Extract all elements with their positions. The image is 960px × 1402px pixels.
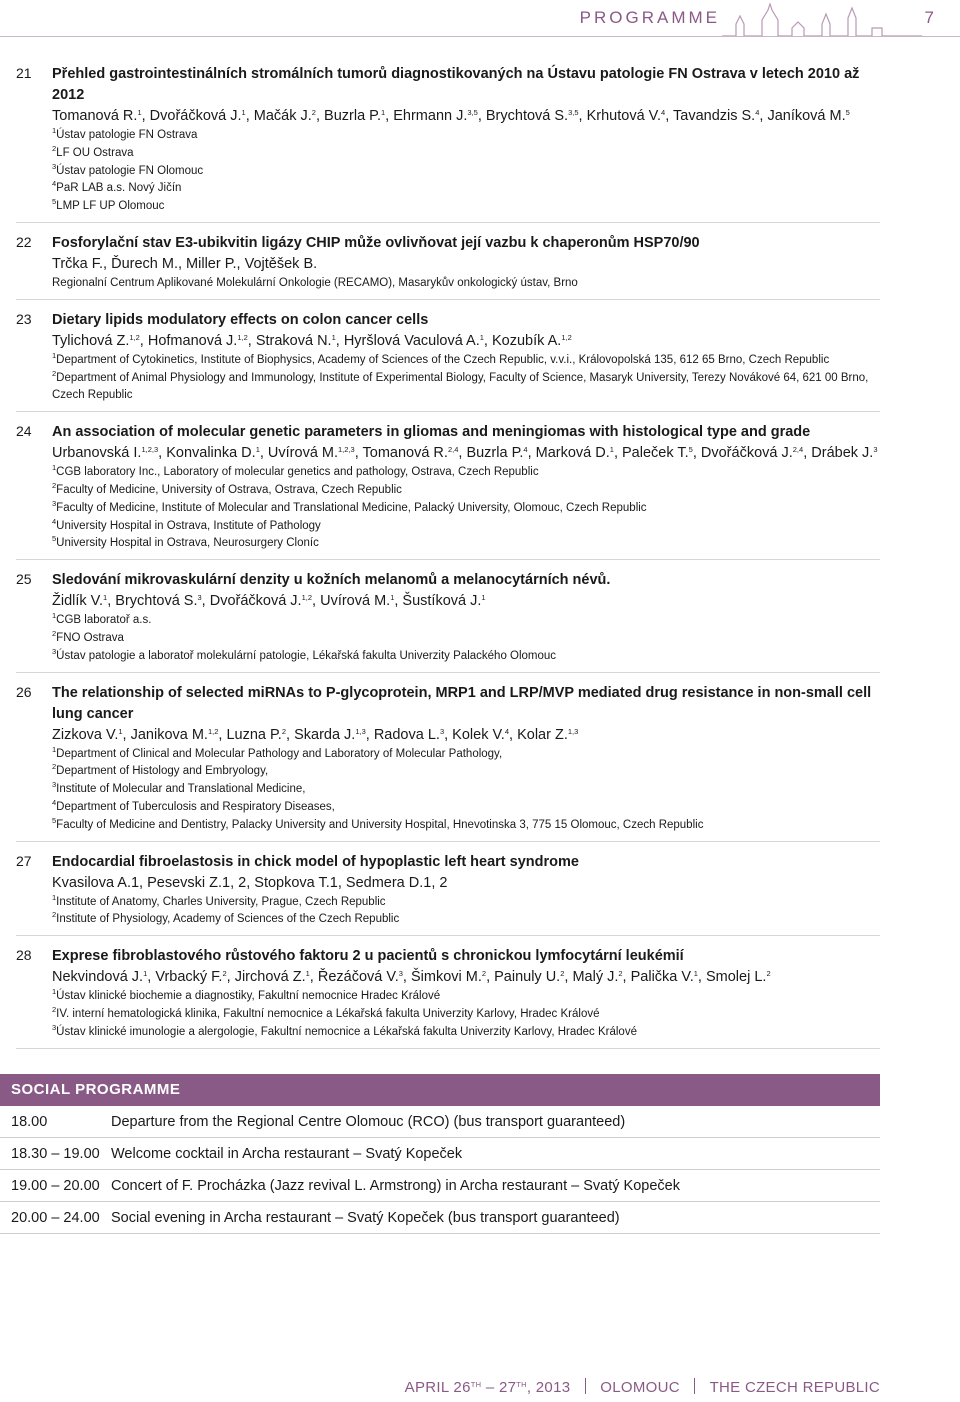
author-name: Jirchová Z. bbox=[234, 969, 306, 986]
footer-year: , 2013 bbox=[526, 1379, 571, 1396]
entry-number: 26 bbox=[16, 683, 32, 700]
author-affiliation-ref: 1,2,3 bbox=[141, 445, 159, 455]
author-name: Painuly U. bbox=[494, 969, 561, 986]
author-name: Dvořáčková J. bbox=[149, 108, 242, 124]
author-affiliation-ref: 5 bbox=[845, 108, 850, 117]
author-name: Dvořáčková J. bbox=[209, 593, 302, 610]
footer-date-end: 27 bbox=[498, 1379, 517, 1396]
affiliation-line bbox=[52, 648, 880, 666]
author-name: Krhutová V. bbox=[586, 108, 662, 124]
section-title: PROGRAMME bbox=[579, 8, 720, 27]
abstract-entry bbox=[16, 570, 880, 672]
abstract-entry bbox=[16, 64, 880, 223]
affiliation-number: 2 bbox=[52, 480, 57, 490]
abstract-entry bbox=[16, 946, 880, 1048]
affiliation-text: Regionalní Centrum Aplikované Molekulární Onkologie (RECAMO), Masarykův onkologický ústav, Brno bbox=[52, 276, 578, 289]
event-time: 18.30 – 19.00 bbox=[11, 1145, 100, 1162]
olomouc-skyline-icon bbox=[722, 2, 922, 38]
entry-number: 24 bbox=[16, 423, 32, 440]
affiliation-line bbox=[52, 894, 880, 912]
author-affiliation-ref: 3 bbox=[398, 969, 403, 979]
author-name: Kolar Z. bbox=[517, 726, 568, 743]
entry-authors: Zizkova V.$^1$, Janikova M.$^{1,2}$, Luzna P.$^2$, Skarda J.$^{1,3}$, Radova L.$^3$, Kolek V.$^4$, Kolar Z.$^{1,3}$ bbox=[52, 726, 579, 743]
author-affiliation-ref: 2 bbox=[481, 969, 487, 979]
author-affiliation-ref: 1 bbox=[481, 593, 486, 603]
affiliation-text: CGB laboratoř a.s. bbox=[56, 614, 152, 627]
affiliation-line bbox=[52, 275, 880, 293]
author-name: Hofmanová J. bbox=[147, 332, 238, 349]
author-name: Marková D. bbox=[535, 445, 610, 462]
entry-title: Endocardial fibroelastosis in chick model of hypoplastic left heart syndrome bbox=[52, 853, 579, 870]
author-name: Skarda J. bbox=[294, 726, 356, 743]
affiliation-text: FNO Ostrava bbox=[56, 631, 124, 644]
affiliation-text: Faculty of Medicine and Dentistry, Palacky University and University Hospital, Hnevotinska 3, 775 15 Olomouc, Czech Republic bbox=[56, 818, 704, 831]
author-affiliation-ref: 1 bbox=[241, 108, 246, 117]
entry-authors: Tylichová Z.$^{1,2}$, Hofmanová J.$^{1,2}$, Straková N.$^1$, Hyršlová Vaculová A.$^1$, Kozubík A.$^{1,2}$ bbox=[52, 332, 572, 349]
entry-affiliations bbox=[52, 746, 880, 835]
affiliation-number: 2 bbox=[52, 910, 57, 920]
affiliation-text: Institute of Physiology, Academy of Sciences of the Czech Republic bbox=[56, 913, 400, 926]
affiliation-line bbox=[52, 518, 880, 536]
author-name: Miller P. bbox=[186, 255, 237, 272]
author-name: Vojtěšek B. bbox=[244, 255, 318, 272]
abstract-entry bbox=[16, 233, 880, 300]
affiliation-number: 2 bbox=[52, 1004, 57, 1014]
entry-affiliations bbox=[52, 988, 880, 1041]
author-name: Hyršlová Vaculová A. bbox=[343, 332, 480, 349]
affiliation-text: Ústav patologie a laboratoř molekulární patologie, Lékařská fakulta Univerzity Palackého Olomouc bbox=[56, 649, 557, 662]
affiliation-text: Faculty of Medicine, Institute of Molecular and Translational Medicine, Palacký University, Olomouc, Czech Republic bbox=[56, 501, 647, 514]
affiliation-number: 5 bbox=[52, 534, 57, 544]
author-name: Nekvindová J. bbox=[52, 969, 144, 986]
affiliation-text: Department of Animal Physiology and Immunology, Institute of Experimental Biology, Faculty of Science, Masaryk University, Terezy Novákové 64, 621 00 Brno, Czech Republic bbox=[52, 371, 869, 402]
author-name: Radova L. bbox=[373, 726, 440, 743]
entry-affiliations bbox=[52, 612, 880, 665]
author-affiliation-ref: 1,3 bbox=[355, 726, 366, 736]
author-affiliation-ref: 2 bbox=[766, 969, 771, 979]
authors-text: Kvasilova A.1, Pesevski Z.1, 2, Stopkova T.1, Sedmera D.1, 2 bbox=[52, 874, 448, 891]
affiliation-text: Department of Cytokinetics, Institute of Biophysics, Academy of Sciences of the Czech Republic, v.v.i., Královopolská 135, 612 65 Brno, Czech Republic bbox=[56, 353, 830, 366]
author-name: Tylichová Z. bbox=[52, 332, 130, 349]
abstract-entry bbox=[16, 310, 880, 412]
author-name: Drábek J. bbox=[811, 445, 874, 462]
author-name: Malý J. bbox=[572, 969, 619, 986]
author-affiliation-ref: 1,2 bbox=[561, 332, 572, 342]
footer-separator bbox=[694, 1378, 695, 1394]
affiliation-number: 3 bbox=[52, 780, 57, 790]
author-affiliation-ref: 1 bbox=[305, 969, 310, 979]
affiliation-line bbox=[52, 781, 880, 799]
affiliation-number: 1 bbox=[52, 463, 57, 473]
author-name: Buzrla P. bbox=[324, 108, 381, 124]
author-affiliation-ref: 3 bbox=[439, 726, 445, 736]
author-name: Brychtová S. bbox=[115, 593, 198, 610]
affiliation-number: 4 bbox=[52, 516, 57, 526]
author-name: Janíková M. bbox=[767, 108, 846, 124]
entry-number: 25 bbox=[16, 571, 32, 588]
event-time: 18.00 bbox=[11, 1113, 48, 1130]
entry-authors: Židlík V.$^1$, Brychtová S.$^3$, Dvořáčková J.$^{1,2}$, Uvírová M.$^1$, Šustíková J.$^1$ bbox=[52, 593, 486, 610]
affiliation-line bbox=[52, 145, 880, 163]
author-name: Smolej L. bbox=[705, 969, 767, 986]
entry-number: 22 bbox=[16, 233, 32, 250]
event-description: Social evening in Archa restaurant – Svatý Kopeček (bus transport guaranteed) bbox=[111, 1209, 620, 1226]
affiliation-line bbox=[52, 630, 880, 648]
affiliation-line bbox=[52, 763, 880, 781]
entry-number: 21 bbox=[16, 65, 32, 81]
author-name: Ehrmann J. bbox=[393, 108, 468, 124]
affiliation-number: 5 bbox=[52, 197, 57, 207]
event-description: Welcome cocktail in Archa restaurant – Svatý Kopeček bbox=[111, 1145, 463, 1162]
author-affiliation-ref: 2 bbox=[222, 969, 227, 979]
author-affiliation-ref: 2 bbox=[560, 969, 565, 979]
footer-country: THE CZECH REPUBLIC bbox=[709, 1379, 880, 1396]
author-name: Paleček T. bbox=[622, 445, 689, 462]
footer-dash: – bbox=[485, 1379, 499, 1396]
affiliation-line bbox=[52, 464, 880, 482]
abstract-entry bbox=[16, 422, 880, 560]
affiliation-text: CGB laboratory Inc., Laboratory of molecular genetics and pathology, Ostrava, Czech Republic bbox=[56, 466, 539, 479]
affiliation-text: University Hospital in Ostrava, Institute of Pathology bbox=[56, 519, 321, 532]
author-affiliation-ref: 1 bbox=[137, 108, 142, 117]
affiliation-number: 5 bbox=[52, 815, 57, 825]
author-name: Brychtová S. bbox=[485, 108, 569, 124]
author-name: Konvalinka D. bbox=[166, 445, 256, 462]
affiliation-text: Ústav klinické biochemie a diagnostiky, Fakultní nemocnice Hradec Králové bbox=[56, 990, 441, 1003]
affiliation-number: 2 bbox=[52, 628, 57, 638]
footer-city: OLOMOUC bbox=[600, 1379, 680, 1396]
author-affiliation-ref: 3 bbox=[197, 593, 202, 603]
author-name: Trčka F. bbox=[52, 255, 104, 272]
footer-date-start: APRIL 26 bbox=[404, 1379, 471, 1396]
entry-title: An association of molecular genetic parameters in gliomas and meningiomas with histological type and grade bbox=[52, 424, 811, 441]
author-affiliation-ref: 2,4 bbox=[447, 445, 459, 455]
author-name: Ďurech M. bbox=[111, 255, 178, 272]
author-name: Řezáčová V. bbox=[317, 969, 399, 986]
author-name: Urbanovská I. bbox=[52, 445, 142, 462]
affiliation-number: 1 bbox=[52, 892, 57, 902]
entry-number: 28 bbox=[16, 947, 32, 964]
author-name: Tomanová R. bbox=[52, 108, 138, 124]
affiliation-line bbox=[52, 988, 880, 1006]
affiliation-line bbox=[52, 127, 880, 145]
author-affiliation-ref: 1 bbox=[143, 969, 148, 979]
social-programme-row bbox=[0, 1170, 880, 1202]
author-affiliation-ref: 2 bbox=[311, 108, 316, 117]
author-name: Kozubík A. bbox=[491, 332, 562, 349]
affiliation-line bbox=[52, 352, 880, 370]
affiliation-text: Department of Histology and Embryology, bbox=[56, 765, 269, 778]
author-affiliation-ref: 1,2,3 bbox=[338, 445, 355, 455]
entry-affiliations bbox=[52, 464, 880, 553]
author-affiliation-ref: 2 bbox=[618, 969, 623, 979]
page-footer bbox=[405, 1378, 880, 1396]
footer-date-start-sup: TH bbox=[470, 1380, 482, 1389]
author-name: Uvírová M. bbox=[320, 593, 391, 610]
author-name: Vrbacký F. bbox=[155, 969, 223, 986]
affiliation-number: 1 bbox=[52, 611, 57, 621]
author-affiliation-ref: 1 bbox=[693, 969, 698, 979]
author-name: Straková N. bbox=[255, 332, 332, 349]
author-affiliation-ref: 3,5 bbox=[568, 108, 579, 117]
affiliation-text: University Hospital in Ostrava, Neurosurgery Cloníc bbox=[56, 537, 319, 550]
affiliation-line bbox=[52, 817, 880, 835]
affiliation-line bbox=[52, 612, 880, 630]
affiliation-line bbox=[52, 746, 880, 764]
affiliation-number: 3 bbox=[52, 161, 57, 171]
affiliation-text: Institute of Molecular and Translational Medicine, bbox=[56, 783, 306, 796]
affiliation-number: 2 bbox=[52, 143, 57, 153]
affiliation-text: Faculty of Medicine, University of Ostrava, Ostrava, Czech Republic bbox=[56, 483, 402, 496]
social-programme-row bbox=[0, 1202, 880, 1234]
social-programme-row bbox=[0, 1138, 880, 1170]
affiliation-number: 4 bbox=[52, 797, 57, 807]
affiliation-text: PaR LAB a.s. Nový Jičín bbox=[56, 182, 182, 195]
affiliation-line bbox=[52, 198, 880, 216]
entry-title: Fosforylační stav E3-ubikvitin ligázy CHIP může ovlivňovat její vazbu k chaperonům HSP70/90 bbox=[52, 234, 700, 251]
affiliation-line bbox=[52, 482, 880, 500]
author-affiliation-ref: 5 bbox=[688, 445, 693, 455]
author-affiliation-ref: 1 bbox=[255, 445, 260, 455]
affiliation-number: 2 bbox=[52, 368, 57, 378]
affiliation-line bbox=[52, 535, 880, 553]
social-programme-row bbox=[0, 1106, 880, 1138]
author-name: Palička V. bbox=[630, 969, 694, 986]
footer-date-end-sup: TH bbox=[516, 1380, 527, 1389]
author-name: Mačák J. bbox=[253, 108, 312, 124]
author-affiliation-ref: 1 bbox=[609, 445, 614, 455]
abstract-list bbox=[16, 64, 880, 1059]
affiliation-line bbox=[52, 1024, 880, 1042]
entry-affiliations bbox=[52, 894, 880, 930]
affiliation-text: Department of Tuberculosis and Respiratory Diseases, bbox=[56, 800, 335, 813]
entry-affiliations bbox=[52, 127, 880, 216]
affiliation-number: 1 bbox=[52, 126, 57, 135]
entry-authors bbox=[52, 873, 880, 894]
social-programme bbox=[0, 1074, 880, 1234]
author-name: Šimkovi M. bbox=[410, 969, 482, 986]
author-name: Tavandzis S. bbox=[673, 108, 756, 124]
author-name: Zizkova V. bbox=[52, 726, 119, 743]
affiliation-number: 3 bbox=[52, 1022, 57, 1032]
affiliation-number: 1 bbox=[52, 350, 57, 360]
affiliation-text: Ústav klinické imunologie a alergologie, Fakultní nemocnice a Lékařská fakulta Univerzity Karlovy, Hradec Králové bbox=[56, 1025, 637, 1038]
author-name: Šustíková J. bbox=[402, 593, 482, 610]
affiliation-number: 2 bbox=[52, 762, 57, 772]
author-affiliation-ref: 2,4 bbox=[792, 445, 804, 455]
entry-title: Dietary lipids modulatory effects on colon cancer cells bbox=[52, 311, 429, 328]
author-affiliation-ref: 1 bbox=[118, 726, 123, 736]
author-affiliation-ref: 3 bbox=[873, 445, 878, 455]
affiliation-line bbox=[52, 911, 880, 929]
author-name: Dvořáčková J. bbox=[700, 445, 793, 462]
author-affiliation-ref: 1,2 bbox=[207, 726, 219, 736]
author-affiliation-ref: 1 bbox=[103, 593, 108, 603]
abstract-entry bbox=[16, 683, 880, 842]
event-description: Concert of F. Procházka (Jazz revival L. Armstrong) in Archa restaurant – Svatý Kopeček bbox=[111, 1177, 680, 1194]
entry-number: 27 bbox=[16, 852, 32, 869]
footer-separator bbox=[585, 1378, 586, 1394]
author-name: Buzrla P. bbox=[466, 445, 524, 462]
author-affiliation-ref: 4 bbox=[755, 108, 760, 117]
affiliation-number: 1 bbox=[52, 987, 57, 997]
author-name: Janikova M. bbox=[130, 726, 208, 743]
affiliation-number: 4 bbox=[52, 179, 57, 189]
abstract-entry bbox=[16, 852, 880, 937]
affiliation-text: Ústav patologie FN Olomouc bbox=[56, 164, 204, 177]
affiliation-line bbox=[52, 163, 880, 181]
entry-title: Exprese fibroblastového růstového faktoru 2 u pacientů s chronickou lymfocytární leukémií bbox=[52, 948, 684, 965]
event-description: Departure from the Regional Centre Olomouc (RCO) (bus transport guaranteed) bbox=[111, 1113, 626, 1130]
entry-authors: Urbanovská I.$^{1,2,3}$, Konvalinka D.$^1$, Uvírová M.$^{1,2,3}$, Tomanová R.$^{2,4}$, Buzrla P.$^4$, Marková D.$^1$, Paleček T.$^5$, Dvořáčková J.$^{2,4}$, Drábek J.$^3$ bbox=[52, 445, 878, 462]
entry-title: Sledování mikrovaskulární denzity u kožních melanomů a melanocytárních névů. bbox=[52, 572, 611, 589]
author-affiliation-ref: 1 bbox=[390, 593, 395, 603]
author-affiliation-ref: 1,2 bbox=[129, 332, 140, 342]
event-time: 20.00 – 24.00 bbox=[11, 1209, 100, 1226]
author-affiliation-ref: 1,2 bbox=[301, 593, 313, 603]
author-name: Uvírová M. bbox=[267, 445, 339, 462]
entry-number: 23 bbox=[16, 310, 32, 327]
page-header bbox=[0, 0, 960, 50]
entry-authors: Tomanová R.$^1$, Dvořáčková J.$^1$, Mačák J.$^2$, Buzrla P.$^1$, Ehrmann J.$^{3,5}$, Brychtová S.$^{3,5}$, Krhutová V.$^4$, Tavandzis S.$^4$, Janíková M.$^5$ bbox=[52, 108, 850, 124]
author-name: Tomanová R. bbox=[362, 445, 448, 462]
author-affiliation-ref: 1,3 bbox=[567, 726, 579, 736]
author-name: Luzna P. bbox=[226, 726, 282, 743]
author-affiliation-ref: 4 bbox=[523, 445, 528, 455]
affiliation-text: Department of Clinical and Molecular Pathology and Laboratory of Molecular Pathology, bbox=[56, 747, 503, 760]
affiliation-number: 3 bbox=[52, 498, 57, 508]
affiliation-text: LMP LF UP Olomouc bbox=[56, 200, 165, 213]
entry-title: The relationship of selected miRNAs to P-glycoprotein, MRP1 and LRP/MVP mediated drug resistance in non-small cell lung cancer bbox=[52, 684, 872, 722]
affiliation-text: Institute of Anatomy, Charles University, Prague, Czech Republic bbox=[56, 895, 386, 908]
affiliation-text: IV. interní hematologická klinika, Fakultní nemocnice a Lékařská fakulta Univerzity Karlovy, Hradec Králové bbox=[56, 1007, 600, 1020]
author-name: Židlík V. bbox=[52, 593, 104, 610]
affiliation-number: 3 bbox=[52, 646, 57, 656]
author-affiliation-ref: 3,5 bbox=[467, 108, 478, 117]
author-name: Kolek V. bbox=[452, 726, 505, 743]
header-divider bbox=[0, 36, 960, 37]
affiliation-number: 1 bbox=[52, 744, 57, 754]
entry-authors: Nekvindová J.$^1$, Vrbacký F.$^2$, Jirchová Z.$^1$, Řezáčová V.$^3$, Šimkovi M.$^2$, Painuly U.$^2$, Malý J.$^2$, Palička V.$^1$, Smolej L.$^2$ bbox=[52, 969, 771, 986]
affiliation-text: LF OU Ostrava bbox=[56, 146, 134, 159]
author-affiliation-ref: 4 bbox=[661, 108, 666, 117]
affiliation-line bbox=[52, 1006, 880, 1024]
page-number: 7 bbox=[924, 8, 934, 27]
social-programme-heading: SOCIAL PROGRAMME bbox=[0, 1074, 880, 1106]
author-affiliation-ref: 1,2 bbox=[237, 332, 248, 342]
affiliation-line bbox=[52, 370, 880, 406]
event-time: 19.00 – 20.00 bbox=[11, 1177, 100, 1194]
affiliation-line bbox=[52, 500, 880, 518]
entry-title: Přehled gastrointestinálních stromálních tumorů diagnostikovaných na Ústavu patologie FN Ostrava v letech 2010 až 2012 bbox=[52, 66, 860, 103]
author-affiliation-ref: 1 bbox=[381, 108, 386, 117]
author-affiliation-ref: 1 bbox=[479, 332, 484, 342]
affiliation-line bbox=[52, 180, 880, 198]
affiliation-text: Ústav patologie FN Ostrava bbox=[56, 129, 198, 141]
entry-affiliations bbox=[52, 352, 880, 405]
affiliation-line bbox=[52, 799, 880, 817]
author-affiliation-ref: 1 bbox=[331, 332, 336, 342]
author-affiliation-ref: 4 bbox=[504, 726, 510, 736]
entry-authors: Trčka F., Ďurech M., Miller P., Vojtěšek B. bbox=[52, 255, 318, 272]
entry-affiliations bbox=[52, 275, 880, 293]
author-affiliation-ref: 2 bbox=[281, 726, 287, 736]
